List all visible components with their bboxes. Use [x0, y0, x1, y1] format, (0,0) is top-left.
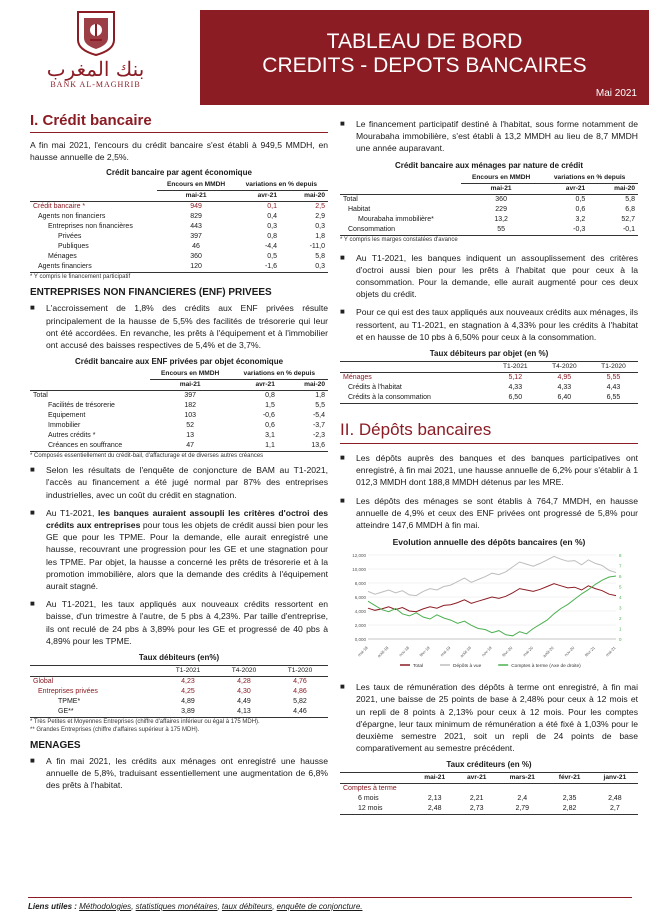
cell: -11,0: [309, 243, 325, 251]
cell: 4,33: [508, 384, 523, 392]
cell: 2,7: [610, 805, 620, 813]
cell: 397: [190, 233, 202, 241]
table-row: [340, 784, 638, 795]
cell: 1,8: [315, 233, 325, 241]
col-header: févr-21: [558, 774, 581, 782]
credit-intro: A fin mai 2021, l'encours du crédit bancaire s'est établi à 949,5 MMDH, en hausse annuelle de 2,5%.: [30, 140, 328, 163]
col-header: T4-2020: [552, 363, 577, 371]
section-title-depots: II. Dépôts bancaires: [340, 420, 638, 444]
table-row: [30, 411, 328, 421]
cell: 2,82: [562, 805, 577, 813]
cell: 2,4: [517, 795, 528, 803]
row-label: GE**: [58, 708, 74, 716]
cell: 0,3: [315, 263, 325, 271]
row-label: Immobilier: [48, 422, 81, 430]
row-label: Equipement: [48, 412, 86, 420]
cell: -5,4: [312, 412, 325, 420]
table-row: [30, 687, 328, 697]
cell: 47: [186, 442, 195, 450]
x-tick-label: mai-20: [521, 645, 535, 658]
x-tick-label: nov-19: [480, 645, 493, 658]
table-row: [30, 252, 328, 262]
col-header: avr-21: [541, 183, 588, 194]
x-tick-label: août-19: [458, 645, 473, 659]
cell: -0,3: [573, 225, 586, 233]
cell: 13,6: [311, 442, 325, 450]
row-label: Facilités de trésorerie: [48, 402, 115, 410]
table-row: [30, 232, 328, 242]
cell: 2,5: [315, 203, 325, 211]
row-label: Total: [33, 392, 48, 400]
col-header: avr-21: [235, 191, 280, 202]
cell: -2,3: [312, 432, 325, 440]
logo-arabic-text: بنك المغرب: [46, 57, 145, 81]
col-header-encours: Encours en MMDH: [161, 370, 220, 378]
cell: -1,6: [264, 263, 278, 271]
table-row: [30, 401, 328, 411]
y-tick-label-right: 7: [619, 563, 622, 569]
cell: 4,30: [237, 688, 251, 696]
col-header: janv-21: [603, 774, 627, 782]
chart-plot: [340, 547, 638, 672]
table-row: [340, 205, 638, 215]
row-label: Ménages: [343, 374, 372, 382]
cell: 6,50: [508, 394, 523, 402]
cell: 13,2: [494, 215, 508, 223]
cell: 5,5: [315, 402, 325, 410]
y-tick-label-right: 2: [619, 616, 622, 622]
table-row: [30, 707, 328, 718]
cell: 52: [186, 422, 195, 430]
legend-label: Comptes à terme (Axe de droite): [511, 664, 581, 670]
cell: 2,48: [427, 805, 442, 813]
col-header: mai-20: [588, 183, 638, 194]
x-tick-label: mai-18: [356, 645, 369, 658]
link-methodologies[interactable]: Méthodologies: [79, 902, 132, 911]
cell: 4,23: [181, 678, 195, 686]
y-tick-label-right: 5: [619, 584, 622, 590]
table-row: [340, 194, 638, 205]
cell: 13: [186, 432, 195, 440]
cell: 229: [495, 205, 507, 213]
logo-latin-text: BANK AL-MAGHRIB: [50, 80, 141, 89]
cell: 2,48: [608, 795, 622, 803]
y-tick-label-left: 4,000: [354, 609, 366, 615]
table-taux-objet: [340, 361, 638, 404]
y-tick-label-left: 10,000: [352, 567, 366, 573]
cell: 0,4: [267, 213, 278, 221]
enf-section-title: ENTREPRISES NON FINANCIERES (ENF) PRIVEES: [30, 287, 272, 299]
bullet-item: [30, 507, 328, 592]
table-title-enf: Crédit bancaire aux ENF privées par objet économique: [74, 357, 284, 367]
row-label: Créances en souffrance: [48, 442, 123, 450]
legend-label: Dépôts à vue: [453, 664, 482, 670]
bullet-text: pour tous les objets de crédit aussi bien pour les GE que pour les TPME. Pour la demande, elle aurait enregistré une hausse, recouvrant une progression pour les GE et une stagnation pour les TPME. Par objet, la hausse a concerné les prêts de trésorerie et à la promotion immobilière, alors que la demande des crédits à l'équipement aurait stagné.: [46, 520, 328, 592]
row-label: Crédit bancaire *: [33, 203, 86, 211]
table-row: [30, 202, 328, 213]
col-header: T1-2021: [175, 667, 201, 675]
y-tick-label-right: 1: [619, 626, 622, 632]
col-header: T1-2020: [601, 363, 626, 371]
table-row: [340, 225, 638, 236]
col-header: T1-2020: [287, 667, 313, 675]
table-row: [30, 677, 328, 688]
row-label: Total: [343, 195, 358, 203]
col-header: mai-21: [424, 774, 446, 782]
cell: 0,6: [265, 422, 275, 430]
y-tick-label-right: 0: [619, 637, 622, 643]
x-tick-label: févr-21: [583, 645, 597, 658]
x-tick-label: mai-21: [604, 645, 617, 658]
table-row: [340, 804, 638, 815]
cell: 0,3: [267, 223, 278, 231]
enf-bullets-2: [30, 464, 328, 647]
table-taux-crediteurs: [340, 772, 638, 815]
cell: 4,95: [557, 374, 572, 382]
cell: 2,35: [562, 795, 577, 803]
row-label: Habitat: [348, 205, 371, 213]
x-tick-label: févr-19: [418, 645, 431, 658]
depots-chart: [340, 537, 638, 677]
cell: 5,8: [625, 195, 635, 203]
cell: 52,7: [621, 215, 635, 223]
x-tick-label: mai-19: [439, 645, 452, 658]
col-header: mai-20: [280, 191, 328, 202]
bank-emblem-icon: [74, 10, 118, 56]
series-line: [368, 557, 616, 596]
cell: 3,89: [181, 708, 195, 716]
row-label: Ménages: [48, 253, 77, 261]
cell: 2,73: [469, 805, 484, 813]
x-tick-label: août-18: [376, 645, 390, 659]
title-band: [200, 10, 649, 105]
row-group-label: Comptes à terme: [343, 785, 397, 793]
cell: 2,21: [469, 795, 484, 803]
cell: 0,8: [267, 233, 278, 241]
cell: -4,4: [264, 243, 278, 251]
cell: 443: [190, 223, 202, 231]
cell: 182: [184, 402, 196, 410]
header: [0, 0, 660, 108]
table-row: [30, 242, 328, 252]
table-row: [30, 697, 328, 707]
cell: 4,28: [237, 678, 251, 686]
cell: 0,6: [575, 205, 586, 213]
row-label: Global: [33, 678, 54, 686]
cell: 4,13: [237, 708, 251, 716]
cell: 4,25: [181, 688, 195, 696]
bullet-item: ■ L'accroissement de 1,8% des crédits aux ENF privées résulte principalement de la hausse de 5,5% des facilités de trésorerie qui leur ont été accordées. En revanche, les prêts à l'équipement et à l'immobilier ont accusé des baisses respectives de 5,4% et de 3,7%.: [30, 302, 328, 351]
menages-section-title: MENAGES: [30, 740, 81, 752]
y-tick-label-left: 8,000: [354, 581, 366, 587]
cell: 5,55: [606, 374, 621, 382]
cell: 103: [184, 412, 196, 420]
table-row: [30, 262, 328, 273]
row-label: Autres crédits *: [48, 432, 96, 440]
bullet-text: Au T1-2021,: [46, 507, 99, 518]
table-taux-debiteurs: [30, 665, 328, 718]
cell: 829: [190, 213, 202, 221]
row-label: 6 mois: [358, 795, 379, 803]
bullet-emphasis: les banques auraient assoupli les critères d'octroi des crédits aux entreprises: [46, 507, 329, 531]
cell: 4,46: [293, 708, 307, 716]
table-row: [340, 383, 638, 393]
cell: 120: [190, 263, 202, 271]
y-tick-label-left: 2,000: [354, 623, 366, 629]
y-tick-label-left: 6,000: [354, 595, 366, 601]
table-row: [30, 212, 328, 222]
table-row: [340, 215, 638, 225]
row-label: Crédits à l'habitat: [348, 384, 402, 392]
left-column: [30, 108, 328, 798]
row-label: Agents non financiers: [38, 213, 106, 221]
cell: 3,2: [575, 215, 586, 223]
y-tick-label-right: 6: [619, 574, 622, 580]
table-note: ** Grandes Entreprises (chiffre d'affaires supérieur à 175 MDH).: [30, 727, 200, 734]
bullet-item: ■ Selon les résultats de l'enquête de conjoncture de BAM au T1-2021, l'accès au financement a été jugé normal par 87% des entreprises industrielles, avec un coût du crédit en stagnation.: [30, 464, 328, 501]
bullet-item: ■ Le financement participatif destiné à l'habitat, sous forme notamment de Mourabaha immobilière, s'est établi à 13,2 MMDH au lieu de 8,7 MMDH une année auparavant.: [340, 118, 638, 155]
bullet-item: ■ Les dépôts des ménages se sont établis à 764,7 MMDH, en hausse annuelle de 4,9% et ceux des ENF privées ont progressé de 5,8% pour atteindre 147,6 MMDH à fin mai.: [340, 495, 638, 532]
cell: 6,40: [557, 394, 572, 402]
table-row: [30, 441, 328, 452]
cell: 5,8: [315, 253, 325, 261]
table-title-menages: Crédit bancaire aux ménages par nature de crédit: [394, 160, 584, 170]
row-label: Crédits à la consommation: [348, 394, 431, 402]
cell: -0,6: [262, 412, 275, 420]
col-header-encours: Encours en MMDH: [472, 173, 531, 181]
x-tick-label: févr-20: [501, 645, 514, 658]
col-header: T4-2020: [231, 667, 257, 675]
depots-bullets: [340, 452, 638, 531]
table-title-crediteurs: Taux créditeurs (en %): [446, 760, 532, 770]
y-tick-label-left: 12,000: [352, 553, 366, 559]
cell: 1,5: [265, 402, 275, 410]
right-column: [340, 108, 638, 815]
row-label: Entreprises privées: [38, 688, 98, 696]
table-note: * Très Petites et Moyennes Entreprises (chiffre d'affaires inférieur ou égal à 175 MDH).: [30, 719, 260, 726]
table-row: [340, 373, 638, 384]
cell: 3,1: [265, 432, 275, 440]
cell: 0,3: [315, 223, 325, 231]
table-menages-nature: [340, 173, 638, 236]
bullet-item: ■ A fin mai 2021, les crédits aux ménages ont enregistré une hausse annuelle de 5,8%, traduisant essentiellement une augmentation de 6,8% des prêts à l'habitat.: [30, 755, 328, 792]
table-row: [30, 222, 328, 232]
cell: 2,79: [515, 805, 530, 813]
col-header-variations: variations en % depuis: [245, 181, 318, 189]
bullet-item: ■ Les taux de rémunération des dépôts à terme ont enregistré, à fin mai 2021, une baisse de 25 points de base à 2,48% pour ceux à 12 mois et un repli de 8 points à 2,13% pour ceux à 12 mois. Pour les comptes d'épargne, leur taux minimum de rémunération a été fixé à 1,03% pour le deuxième semestre 2021, soit un repli de 24 points de base comparativement au semestre précédent.: [340, 681, 638, 754]
table-note: * Composés essentiellement du crédit-bail, d'affacturage et de diverses autres créances: [30, 453, 264, 460]
col-header: avr-21: [467, 774, 487, 782]
table-row: [30, 421, 328, 431]
col-header-variations: variations en % depuis: [553, 173, 626, 181]
cell: 0,5: [267, 253, 278, 261]
row-label: Consommation: [348, 225, 396, 233]
x-tick-label: nov-20: [563, 645, 576, 658]
bullet-item: ■ Les dépôts auprès des banques et des banques participatives ont enregistré, à fin mai 2021, une hausse annuelle de 6,2% pour s'établir à 1 012,3 MMDH dont 188,8 MMDH détenus par les MRE.: [340, 452, 638, 489]
depots-bullets-2: [340, 681, 638, 754]
menages-bullets-3: [340, 252, 638, 343]
col-header: mai-21: [150, 380, 231, 391]
cell: 4,86: [293, 688, 307, 696]
cell: 2,13: [427, 795, 442, 803]
cell: 2,9: [315, 213, 325, 221]
cell: 4,89: [181, 698, 195, 706]
publication-date: Mai 2021: [595, 88, 637, 99]
col-header: mai-20: [278, 380, 328, 391]
cell: 6,55: [606, 394, 621, 402]
cell: 0,5: [575, 195, 586, 203]
col-header: mars-21: [509, 774, 535, 782]
y-tick-label-left: 0,000: [354, 637, 366, 643]
cell: 4,49: [237, 698, 251, 706]
link-enquete-conjoncture[interactable]: enquête de conjoncture.: [276, 902, 363, 911]
table-row: [340, 794, 638, 804]
bullet-item: ■ Pour ce qui est des taux appliqués aux nouveaux crédits aux ménages, ils ressortent, au T1-2021, en stagnation à 4,33% pour les crédits à l'habitat et en hausse de 10 pbs à 6,50% pour ceux à la consommation.: [340, 306, 638, 343]
table-enf-objet: [30, 369, 328, 452]
row-label: Privées: [58, 233, 82, 241]
col-header: avr-21: [231, 380, 278, 391]
row-label: Agents financiers: [38, 263, 92, 271]
enf-bullets: [30, 302, 328, 351]
cell: 397: [184, 392, 196, 400]
cell: 5,82: [293, 698, 307, 706]
cell: 360: [495, 195, 507, 203]
cell: -3,7: [312, 422, 325, 430]
row-label: TPME*: [58, 698, 81, 706]
page-title-line-2: CREDITS - DEPOTS BANCAIRES: [262, 54, 587, 77]
cell: 5,12: [508, 374, 523, 382]
legend-label: Total: [413, 664, 424, 670]
footer: Liens utiles : Méthodologies, statistiques monétaires, taux débiteurs, enquête de conjoncture.: [28, 897, 632, 911]
col-header: mai-21: [157, 191, 234, 202]
menages-bullets: [30, 755, 328, 792]
link-statistiques-monetaires[interactable]: statistiques monétaires: [135, 902, 218, 911]
cell: 360: [190, 253, 202, 261]
footer-label: Liens utiles :: [28, 902, 77, 911]
logo: [28, 10, 163, 102]
cell: 4,33: [557, 384, 572, 392]
table-note: * Y compris le financement participatif: [30, 274, 131, 281]
row-label: Publiques: [58, 243, 89, 251]
series-line: [368, 584, 616, 612]
x-tick-label: août-20: [541, 645, 555, 659]
table-row: [30, 391, 328, 402]
chart-title: Evolution annuelle des dépôts bancaires (en %): [392, 537, 586, 548]
cell: 1,8: [315, 392, 325, 400]
table-row: [340, 393, 638, 404]
cell: 46: [192, 243, 200, 251]
bullet-item: ■ Au T1-2021, les taux appliqués aux nouveaux crédits ressortent en baisse, d'un trimestre à l'autre, de 5 pbs à 4,23%. Par taille d'entreprise, ils ont reculé de 24 pbs à 3,89% pour les GE et progressé de 40 pbs à 4,89% pour les TPME.: [30, 598, 328, 647]
row-label: Entreprises non financières: [48, 223, 133, 231]
section-title-credit: I. Crédit bancaire: [30, 112, 328, 133]
cell: 1,1: [265, 442, 275, 450]
y-tick-label-right: 3: [619, 605, 622, 611]
y-tick-label-right: 4: [619, 595, 622, 601]
row-label: Mourabaha immobilière*: [358, 215, 434, 223]
cell: -0,1: [622, 225, 635, 233]
y-tick-label-right: 8: [619, 553, 622, 559]
cell: 4,76: [293, 678, 307, 686]
bullet-item: ■ Au T1-2021, les banques indiquent un assouplissement des critères d'octroi aussi bien pour les prêts à l'habitat que pour ceux à la consommation. Pour la demande, elle aurait augmenté pour ces deux objets du crédit.: [340, 252, 638, 301]
series-line: [368, 576, 616, 636]
cell: 55: [497, 225, 506, 233]
table-note: * Y compris les marges constatées d'avance: [340, 236, 458, 243]
table-title-taux: Taux débiteurs (en%): [138, 653, 220, 663]
cell: 4,43: [606, 384, 621, 392]
x-tick-label: nov-18: [397, 645, 411, 658]
cell: 0,8: [265, 392, 275, 400]
col-header-encours: Encours en MMDH: [166, 181, 226, 189]
link-taux-debiteurs[interactable]: taux débiteurs: [221, 902, 273, 911]
cell: 949: [190, 203, 202, 211]
table-credit-agent: [30, 180, 328, 273]
col-header: mai-21: [461, 183, 541, 194]
cell: 0,1: [267, 203, 278, 211]
row-label: 12 mois: [358, 805, 383, 813]
col-header-variations: variations en % depuis: [243, 370, 315, 378]
table-title-taux-objet: Taux débiteurs par objet (en %): [429, 349, 549, 359]
col-header: T1-2021: [503, 363, 528, 371]
cell: 6,8: [625, 205, 635, 213]
table-row: [30, 431, 328, 441]
table-title-agent: Crédit bancaire par agent économique: [106, 168, 252, 178]
menages-bullets-2: [340, 118, 638, 155]
page-title-line-1: TABLEAU DE BORD: [326, 30, 523, 53]
